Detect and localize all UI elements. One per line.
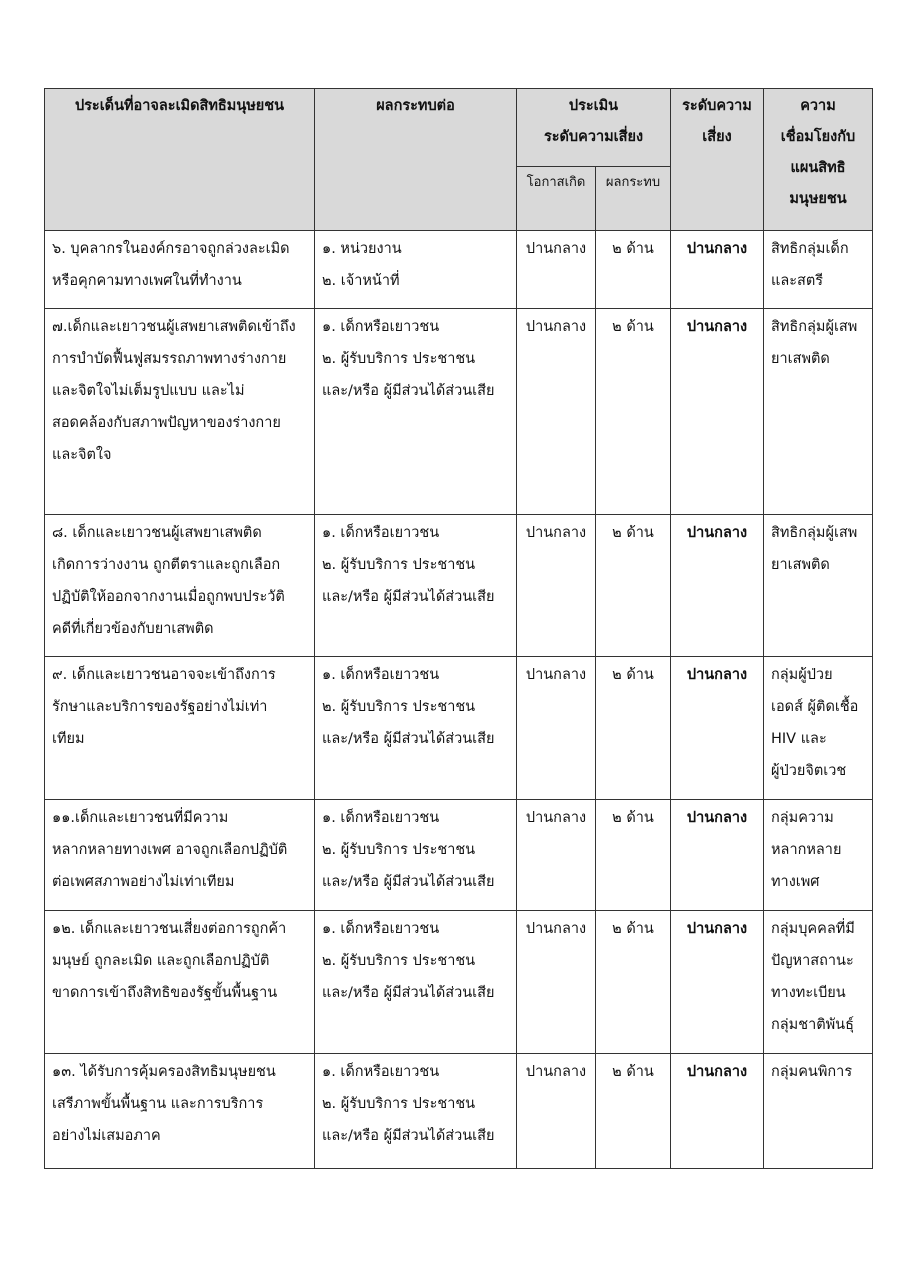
issue-cell-line: เทียม — [52, 731, 85, 747]
affected-cell-line: ๑. หน่วยงาน — [322, 241, 402, 257]
link-cell-line: สิทธิกลุ่มผู้เสพ — [771, 525, 858, 541]
affected-cell — [315, 515, 517, 657]
impact-cell: ๒ ด้าน — [596, 309, 671, 515]
issue-cell-line: ๑๓. ได้รับการคุ้มครองสิทธิมนุษยชน — [52, 1064, 276, 1080]
affected-cell-line: และ/หรือ ผู้มีส่วนได้ส่วนเสีย — [322, 589, 495, 605]
issue-cell-line: ต่อเพศสภาพอย่างไม่เท่าเทียม — [52, 874, 235, 890]
issue-cell-line: ๑๒. เด็กและเยาวชนเสี่ยงต่อการถูกค้า — [52, 921, 287, 937]
header-risk-level-line: เสี่ยง — [702, 129, 732, 145]
affected-cell — [315, 231, 517, 309]
link-cell-line: HIV และ — [771, 731, 827, 747]
impact-cell: ๒ ด้าน — [596, 1054, 671, 1169]
link-cell-line: ยาเสพติด — [771, 351, 830, 367]
affected-cell-line: และ/หรือ ผู้มีส่วนได้ส่วนเสีย — [322, 874, 495, 890]
issue-cell-line: หลากหลายทางเพศ อาจถูกเลือกปฏิบัติ — [52, 842, 288, 858]
header-link — [764, 89, 873, 231]
issue-cell-line: ๖. บุคลากรในองค์กรอาจถูกล่วงละเมิด — [52, 241, 290, 257]
likelihood-cell: ปานกลาง — [517, 911, 596, 1054]
likelihood-cell: ปานกลาง — [517, 657, 596, 800]
issue-cell — [45, 231, 315, 309]
link-cell-line: กลุ่มความ — [771, 810, 834, 826]
issue-cell-line: ๙. เด็กและเยาวชนอาจจะเข้าถึงการ — [52, 667, 276, 683]
table-row — [45, 800, 873, 911]
affected-cell — [315, 1054, 517, 1169]
header-assessment-line: ประเมิน — [568, 98, 619, 114]
affected-cell-line: ๒. ผู้รับบริการ ประชาชน — [322, 1096, 476, 1112]
link-cell-line: ทางทะเบียน — [771, 985, 846, 1001]
issue-cell — [45, 515, 315, 657]
issue-cell-line: มนุษย์ ถูกละเมิด และถูกเลือกปฏิบัติ — [52, 953, 270, 969]
issue-cell-line: การบำบัดฟื้นฟูสมรรถภาพทางร่างกาย — [52, 351, 287, 367]
affected-cell-line: ๑. เด็กหรือเยาวชน — [322, 667, 440, 683]
affected-cell-line: ๒. ผู้รับบริการ ประชาชน — [322, 351, 476, 367]
link-cell — [764, 515, 873, 657]
risk-level-cell: ปานกลาง — [671, 231, 764, 309]
risk-level-cell: ปานกลาง — [671, 515, 764, 657]
issue-cell-line: ๗.เด็กและเยาวชนผู้เสพยาเสพติดเข้าถึง — [52, 319, 296, 335]
link-cell-line: ผู้ป่วยจิตเวช — [771, 763, 847, 779]
issue-cell-line: และจิตใจไม่เต็มรูปแบบ และไม่ — [52, 383, 245, 399]
header-impact-on: ผลกระทบต่อ — [315, 89, 517, 231]
affected-cell-line: ๒. ผู้รับบริการ ประชาชน — [322, 557, 476, 573]
link-cell-line: ยาเสพติด — [771, 557, 830, 573]
link-cell — [764, 911, 873, 1054]
risk-level-cell: ปานกลาง — [671, 1054, 764, 1169]
issue-cell-line: เสรีภาพขั้นพื้นฐาน และการบริการ — [52, 1096, 264, 1112]
affected-cell — [315, 800, 517, 911]
impact-cell: ๒ ด้าน — [596, 657, 671, 800]
header-assessment-line: ระดับความเสี่ยง — [543, 129, 644, 145]
table-row — [45, 515, 873, 657]
header-assessment — [517, 89, 671, 167]
affected-cell — [315, 911, 517, 1054]
likelihood-cell: ปานกลาง — [517, 309, 596, 515]
affected-cell-line: ๒. ผู้รับบริการ ประชาชน — [322, 842, 476, 858]
impact-cell: ๒ ด้าน — [596, 231, 671, 309]
issue-cell-line: คดีที่เกี่ยวข้องกับยาเสพติด — [52, 621, 214, 637]
issue-cell — [45, 1054, 315, 1169]
link-cell-line: กลุ่มคนพิการ — [771, 1064, 853, 1080]
header-impact: ผลกระทบ — [596, 167, 671, 231]
header-issue: ประเด็นที่อาจละเมิดสิทธิมนุษยชน — [45, 89, 315, 231]
link-cell-line: กลุ่มผู้ป่วย — [771, 667, 833, 683]
issue-cell-line: ๘. เด็กและเยาวชนผู้เสพยาเสพติด — [52, 525, 262, 541]
header-risk-level-line: ระดับความ — [682, 98, 752, 114]
table-row — [45, 309, 873, 515]
risk-level-cell: ปานกลาง — [671, 657, 764, 800]
likelihood-cell: ปานกลาง — [517, 1054, 596, 1169]
risk-level-cell: ปานกลาง — [671, 800, 764, 911]
risk-level-cell: ปานกลาง — [671, 911, 764, 1054]
likelihood-cell: ปานกลาง — [517, 800, 596, 911]
affected-cell-line: ๒. ผู้รับบริการ ประชาชน — [322, 953, 476, 969]
header-link-line: ความ — [800, 98, 836, 114]
affected-cell — [315, 309, 517, 515]
link-cell — [764, 309, 873, 515]
issue-cell-line: ปฏิบัติให้ออกจากงานเมื่อถูกพบประวัติ — [52, 589, 285, 605]
risk-level-cell: ปานกลาง — [671, 309, 764, 515]
issue-cell-line: และจิตใจ — [52, 447, 112, 463]
link-cell-line: เอดส์ ผู้ติดเชื้อ — [771, 699, 859, 715]
link-cell-line: หลากหลาย — [771, 842, 842, 858]
issue-cell-line: ขาดการเข้าถึงสิทธิของรัฐขั้นพื้นฐาน — [52, 985, 278, 1001]
link-cell-line: กลุ่มบุคคลที่มี — [771, 921, 855, 937]
likelihood-cell: ปานกลาง — [517, 231, 596, 309]
header-risk-level — [671, 89, 764, 231]
header-link-line: เชื่อมโยงกับ — [780, 129, 856, 145]
issue-cell — [45, 309, 315, 515]
table-row — [45, 231, 873, 309]
affected-cell-line: ๑. เด็กหรือเยาวชน — [322, 319, 440, 335]
table-row — [45, 657, 873, 800]
impact-cell: ๒ ด้าน — [596, 911, 671, 1054]
issue-cell — [45, 911, 315, 1054]
impact-cell: ๒ ด้าน — [596, 515, 671, 657]
affected-cell-line: และ/หรือ ผู้มีส่วนได้ส่วนเสีย — [322, 383, 495, 399]
impact-cell: ๒ ด้าน — [596, 800, 671, 911]
issue-cell-line: เกิดการว่างงาน ถูกตีตราและถูกเลือก — [52, 557, 281, 573]
link-cell-line: สิทธิกลุ่มเด็ก — [771, 241, 849, 257]
header-link-line: แผนสิทธิ — [790, 160, 846, 176]
table-row — [45, 911, 873, 1054]
table-row — [45, 1054, 873, 1169]
header-likelihood: โอกาสเกิด — [517, 167, 596, 231]
issue-cell-line: หรือคุกคามทางเพศในที่ทำงาน — [52, 273, 242, 289]
link-cell — [764, 657, 873, 800]
affected-cell-line: ๑. เด็กหรือเยาวชน — [322, 1064, 440, 1080]
link-cell-line: ปัญหาสถานะ — [771, 953, 854, 969]
affected-cell-line: ๒. ผู้รับบริการ ประชาชน — [322, 699, 476, 715]
table-body — [45, 231, 873, 1169]
issue-cell-line: อย่างไม่เสมอภาค — [52, 1128, 161, 1144]
header-link-line: มนุษยชน — [789, 191, 847, 207]
link-cell-line: และสตรี — [771, 273, 824, 289]
likelihood-cell: ปานกลาง — [517, 515, 596, 657]
issue-cell — [45, 657, 315, 800]
affected-cell-line: และ/หรือ ผู้มีส่วนได้ส่วนเสีย — [322, 1128, 495, 1144]
link-cell-line: ทางเพศ — [771, 874, 820, 890]
header-row — [45, 89, 873, 167]
affected-cell — [315, 657, 517, 800]
link-cell-line: สิทธิกลุ่มผู้เสพ — [771, 319, 858, 335]
affected-cell-line: ๑. เด็กหรือเยาวชน — [322, 525, 440, 541]
issue-cell — [45, 800, 315, 911]
affected-cell-line: ๑. เด็กหรือเยาวชน — [322, 810, 440, 826]
affected-cell-line: ๒. เจ้าหน้าที่ — [322, 273, 400, 289]
risk-assessment-table — [44, 88, 873, 1169]
link-cell — [764, 231, 873, 309]
link-cell-line: กลุ่มชาติพันธุ์ — [771, 1017, 854, 1033]
affected-cell-line: ๑. เด็กหรือเยาวชน — [322, 921, 440, 937]
affected-cell-line: และ/หรือ ผู้มีส่วนได้ส่วนเสีย — [322, 985, 495, 1001]
link-cell — [764, 800, 873, 911]
issue-cell-line: รักษาและบริการของรัฐอย่างไม่เท่า — [52, 699, 268, 715]
issue-cell-line: ๑๑.เด็กและเยาวชนที่มีความ — [52, 810, 229, 826]
issue-cell-line: สอดคล้องกับสภาพปัญหาของร่างกาย — [52, 415, 281, 431]
link-cell — [764, 1054, 873, 1169]
affected-cell-line: และ/หรือ ผู้มีส่วนได้ส่วนเสีย — [322, 731, 495, 747]
